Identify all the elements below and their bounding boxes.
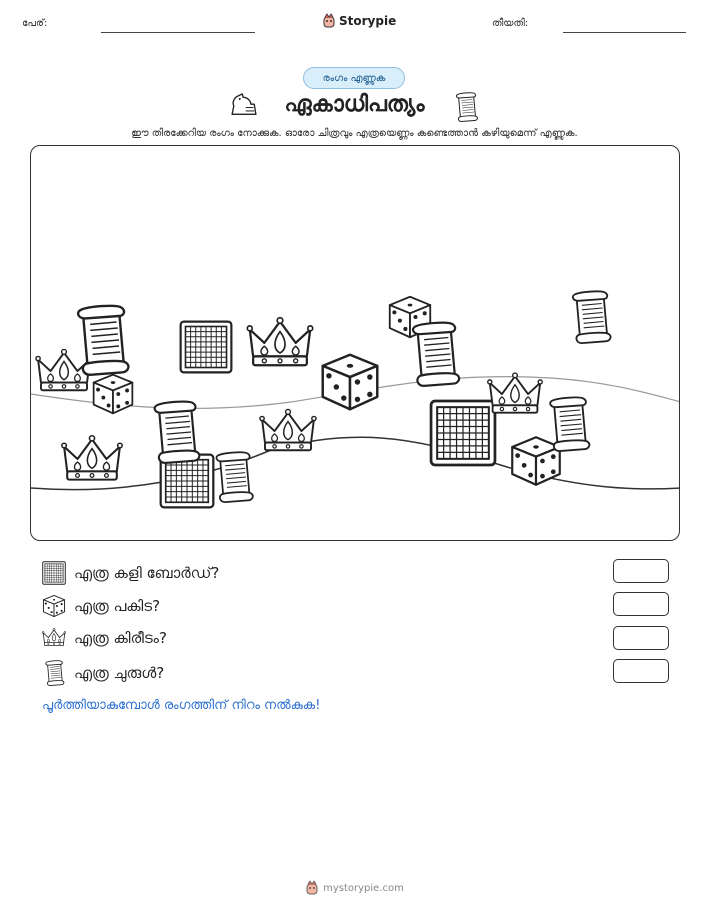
footer-url[interactable]: mystorypie.com — [323, 882, 404, 894]
question-game-board — [42, 561, 219, 585]
question-text: എത്ര കളി ബോർഡ്? — [74, 564, 220, 582]
name-line[interactable] — [101, 32, 255, 33]
crown — [259, 408, 317, 456]
scroll-icon — [452, 92, 480, 122]
scroll — [567, 290, 613, 344]
scroll-icon — [42, 660, 66, 686]
answer-box-scroll[interactable] — [613, 659, 669, 683]
coloring-note: പൂർത്തിയാകുമ്പോൾ രംഗത്തിന് നിറം നൽകുക! — [42, 698, 321, 713]
answer-box-dice[interactable] — [613, 592, 669, 616]
question-text: എത്ര ചുരുൾ? — [74, 664, 165, 682]
storypie-mascot-icon — [305, 880, 319, 896]
answer-box-crown[interactable] — [613, 626, 669, 650]
question-scroll — [42, 660, 164, 686]
footer — [0, 880, 709, 896]
crown-icon — [42, 627, 66, 649]
date-line[interactable] — [563, 32, 686, 33]
game-board — [179, 320, 233, 374]
scroll — [403, 321, 465, 387]
question-dice — [42, 594, 160, 618]
question-text: എത്ര പകിട? — [74, 597, 161, 615]
answer-box-game-board[interactable] — [613, 559, 669, 583]
storypie-mascot-icon — [322, 13, 336, 29]
question-text: എത്ര കിരീടം? — [74, 629, 167, 647]
date-label: തീയതി: — [492, 18, 529, 29]
scroll — [147, 400, 203, 464]
game-board-icon — [42, 561, 66, 585]
instructions: ഈ തിരക്കേറിയ രംഗം നോക്കുക. ഓരോ ചിത്രവും എത്രയെണ്ണം കണ്ടെത്താൻ കഴിയുമെന്ന് എണ്ണുക. — [131, 128, 578, 139]
crown — [487, 371, 543, 419]
scroll — [543, 396, 593, 452]
name-label: പേര്: — [22, 18, 48, 29]
page-title: ഏകാധിപത്യം — [284, 92, 425, 117]
scroll — [67, 304, 135, 376]
scroll — [211, 451, 255, 503]
dice — [319, 351, 381, 413]
brand-name: Storypie — [339, 14, 397, 28]
crown — [61, 434, 123, 486]
activity-badge: രംഗം എണ്ണുക — [303, 67, 405, 89]
question-crown — [42, 627, 167, 649]
crown — [246, 316, 314, 372]
brand — [322, 13, 396, 29]
dice-icon — [42, 594, 66, 618]
counting-scene — [30, 145, 680, 541]
dice — [91, 372, 135, 416]
